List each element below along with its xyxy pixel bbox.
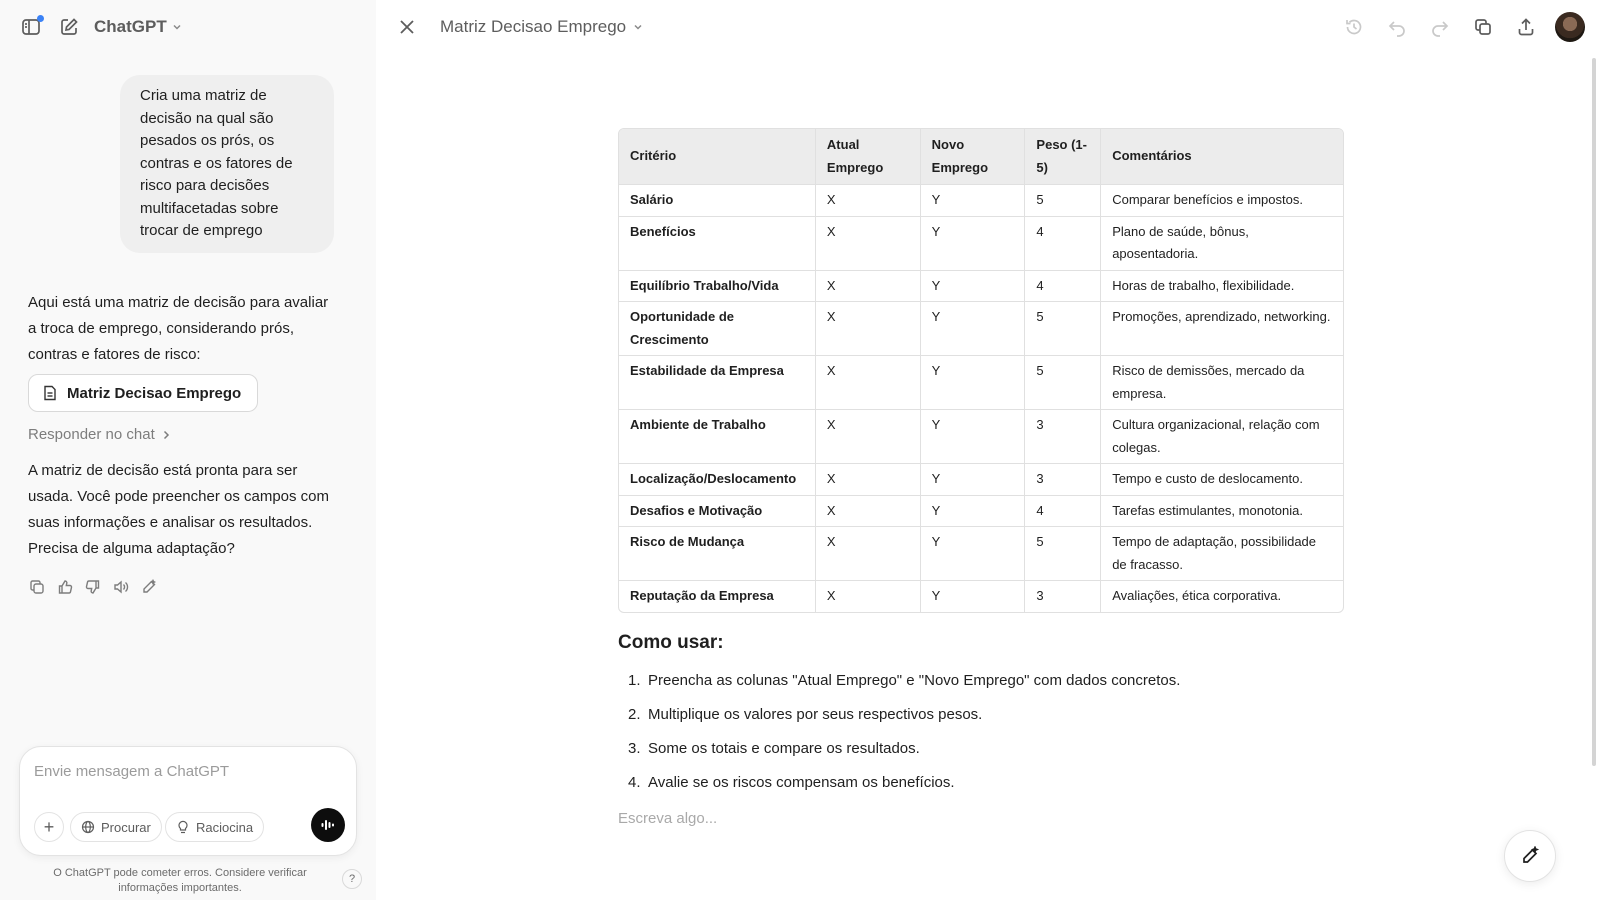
table-cell: Ambiente de Trabalho: [619, 410, 816, 464]
table-cell: Salário: [619, 185, 816, 217]
step-text: Preencha as colunas "Atual Emprego" e "Novo Emprego" com dados concretos.: [648, 671, 1181, 689]
copy-icon[interactable]: [28, 578, 46, 596]
plus-icon: +: [43, 816, 55, 837]
table-cell: Tarefas estimulantes, monotonia.: [1101, 496, 1343, 528]
how-to-use-heading: Como usar:: [618, 631, 724, 653]
table-cell: 3: [1025, 410, 1101, 464]
table-cell: X: [816, 302, 921, 356]
list-item: 3. Some os totais e compare os resultados.: [618, 732, 1344, 766]
canvas-panel: [376, 0, 1600, 900]
table-cell: X: [816, 527, 921, 581]
table-cell: Reputação da Empresa: [619, 581, 816, 612]
table-cell: 4: [1025, 217, 1101, 271]
share-icon[interactable]: [1512, 13, 1540, 41]
edit-in-canvas-icon[interactable]: [140, 578, 158, 596]
user-message: Cria uma matriz de decisão na qual são pesados os prós, os contras e os fatores de risco para decisões multifacetadas sobre trocar de emprego: [120, 75, 334, 253]
table-cell: Oportunidade de Crescimento: [619, 302, 816, 356]
write-something-placeholder[interactable]: Escreva algo...: [618, 809, 718, 827]
edit-icon: [1520, 846, 1540, 866]
table-cell: 5: [1025, 185, 1101, 217]
document-icon: [43, 385, 57, 401]
table-cell: X: [816, 410, 921, 464]
table-cell: Risco de demissões, mercado da empresa.: [1101, 356, 1343, 410]
canvas-scrollbar[interactable]: [1592, 58, 1596, 766]
table-cell: Horas de trabalho, flexibilidade.: [1101, 271, 1343, 303]
table-cell: Cultura organizacional, relação com colegas.: [1101, 410, 1343, 464]
table-cell: Comparar benefícios e impostos.: [1101, 185, 1343, 217]
attach-button[interactable]: [34, 812, 64, 842]
table-cell: 5: [1025, 527, 1101, 581]
new-chat-icon[interactable]: [56, 14, 82, 40]
column-header: Critério: [619, 129, 816, 185]
table-header-row: [619, 129, 1343, 185]
table-cell: Y: [921, 410, 1026, 464]
undo-icon[interactable]: [1383, 13, 1411, 41]
thumbs-up-icon[interactable]: [56, 578, 74, 596]
table-cell: Y: [921, 185, 1026, 217]
table-cell: X: [816, 496, 921, 528]
history-icon[interactable]: [1340, 13, 1368, 41]
table-cell: 4: [1025, 271, 1101, 303]
search-button-label: Procurar: [101, 819, 151, 835]
disclaimer-text: O ChatGPT pode cometer erros. Considere verificar informações importantes.: [53, 867, 307, 894]
table-row: [619, 356, 1343, 410]
decision-matrix-table: [618, 128, 1344, 613]
table-cell: Tempo e custo de deslocamento.: [1101, 464, 1343, 496]
table-row: [619, 496, 1343, 528]
chevron-down-icon: [632, 21, 644, 33]
table-cell: Estabilidade da Empresa: [619, 356, 816, 410]
table-cell: Risco de Mudança: [619, 527, 816, 581]
message-composer: [19, 746, 357, 856]
table-cell: 3: [1025, 464, 1101, 496]
sidebar-topbar: [18, 14, 183, 40]
table-cell: Y: [921, 496, 1026, 528]
canvas-title: Matriz Decisao Emprego: [440, 17, 627, 36]
table-cell: Y: [921, 217, 1026, 271]
voice-waveform-icon: [320, 817, 336, 833]
step-text: Multiplique os valores por seus respectivos pesos.: [648, 705, 983, 723]
table-cell: 5: [1025, 356, 1101, 410]
table-cell: Promoções, aprendizado, networking.: [1101, 302, 1343, 356]
list-item: 4. Avalie se os riscos compensam os benefícios.: [618, 766, 1344, 800]
table-row: [619, 185, 1343, 217]
table-cell: Plano de saúde, bônus, aposentadoria.: [1101, 217, 1343, 271]
edit-suggestions-button[interactable]: [1504, 830, 1556, 882]
voice-mode-button[interactable]: [311, 808, 345, 842]
column-header: Comentários: [1101, 129, 1343, 185]
canvas-artifact-chip[interactable]: [28, 374, 258, 412]
table-cell: Tempo de adaptação, possibilidade de fracasso.: [1101, 527, 1343, 581]
chat-panel: [0, 0, 376, 900]
table-cell: 5: [1025, 302, 1101, 356]
table-row: [619, 217, 1343, 271]
table-cell: Y: [921, 356, 1026, 410]
table-cell: 4: [1025, 496, 1101, 528]
sidebar-toggle-icon[interactable]: [18, 14, 44, 40]
search-button[interactable]: [70, 812, 162, 842]
user-avatar[interactable]: [1555, 12, 1585, 42]
table-cell: X: [816, 217, 921, 271]
redo-icon[interactable]: [1426, 13, 1454, 41]
table-cell: X: [816, 464, 921, 496]
table-cell: X: [816, 356, 921, 410]
help-button[interactable]: ?: [342, 869, 362, 889]
table-cell: X: [816, 581, 921, 612]
table-cell: Y: [921, 464, 1026, 496]
thumbs-down-icon[interactable]: [84, 578, 102, 596]
column-header: Peso (1-5): [1025, 129, 1101, 185]
table-cell: Y: [921, 302, 1026, 356]
globe-icon: [81, 820, 95, 834]
canvas-toolbar: [1340, 10, 1600, 44]
chevron-down-icon: [171, 21, 183, 33]
table-cell: Avaliações, ética corporativa.: [1112, 588, 1282, 603]
table-cell: Y: [921, 527, 1026, 581]
table-row: [619, 527, 1343, 581]
assistant-message-intro: Aqui está uma matriz de decisão para avaliar a troca de emprego, considerando prós, contras e fatores de risco:: [28, 294, 329, 363]
step-text: Some os totais e compare os resultados.: [648, 739, 920, 757]
list-item: 1. Preencha as colunas "Atual Emprego" e "Novo Emprego" com dados concretos.: [618, 664, 1344, 698]
table-row: [619, 464, 1343, 496]
table-cell: Desafios e Motivação: [619, 496, 816, 528]
chevron-right-icon: [161, 430, 171, 440]
table-row: [619, 302, 1343, 356]
message-input[interactable]: [34, 759, 334, 783]
message-actions: [28, 578, 158, 596]
table-cell: Benefícios: [619, 217, 816, 271]
table-cell: 3: [1025, 581, 1101, 612]
table-row: [619, 271, 1343, 303]
table-row: [619, 581, 1343, 612]
read-aloud-icon[interactable]: [112, 578, 130, 596]
table-cell: Equilíbrio Trabalho/Vida: [619, 271, 816, 303]
model-selector[interactable]: [94, 17, 183, 37]
table-cell: X: [816, 185, 921, 217]
close-canvas-button[interactable]: [394, 14, 420, 40]
close-icon: [398, 18, 416, 36]
how-to-use-list: [618, 664, 1344, 800]
table-row: [619, 410, 1343, 464]
column-header: Atual Emprego: [816, 129, 921, 185]
reason-button[interactable]: [165, 812, 264, 842]
column-header: Novo Emprego: [921, 129, 1026, 185]
copy-icon[interactable]: [1469, 13, 1497, 41]
reply-link-label: Responder no chat: [28, 426, 155, 443]
canvas-title-selector[interactable]: [440, 14, 644, 40]
list-item: 2. Multiplique os valores por seus respectivos pesos.: [618, 698, 1344, 732]
canvas-document[interactable]: [618, 128, 1344, 827]
app-title: ChatGPT: [94, 17, 167, 36]
table-cell: Localização/Deslocamento: [619, 464, 816, 496]
table-cell: X: [816, 271, 921, 303]
assistant-message-outro: A matriz de decisão está pronta para ser usada. Você pode preencher os campos com suas informações e analisar os resultados. Precisa de alguma adaptação?: [28, 462, 330, 557]
notification-dot: [37, 15, 44, 22]
reply-in-chat-link[interactable]: [28, 426, 171, 443]
lightbulb-icon: [176, 820, 190, 834]
table-cell: Y: [921, 271, 1026, 303]
step-text: Avalie se os riscos compensam os benefícios.: [648, 773, 955, 791]
artifact-chip-label: Matriz Decisao Emprego: [67, 384, 242, 402]
reason-button-label: Raciocina: [196, 819, 254, 835]
table-cell: Y: [921, 581, 1026, 612]
